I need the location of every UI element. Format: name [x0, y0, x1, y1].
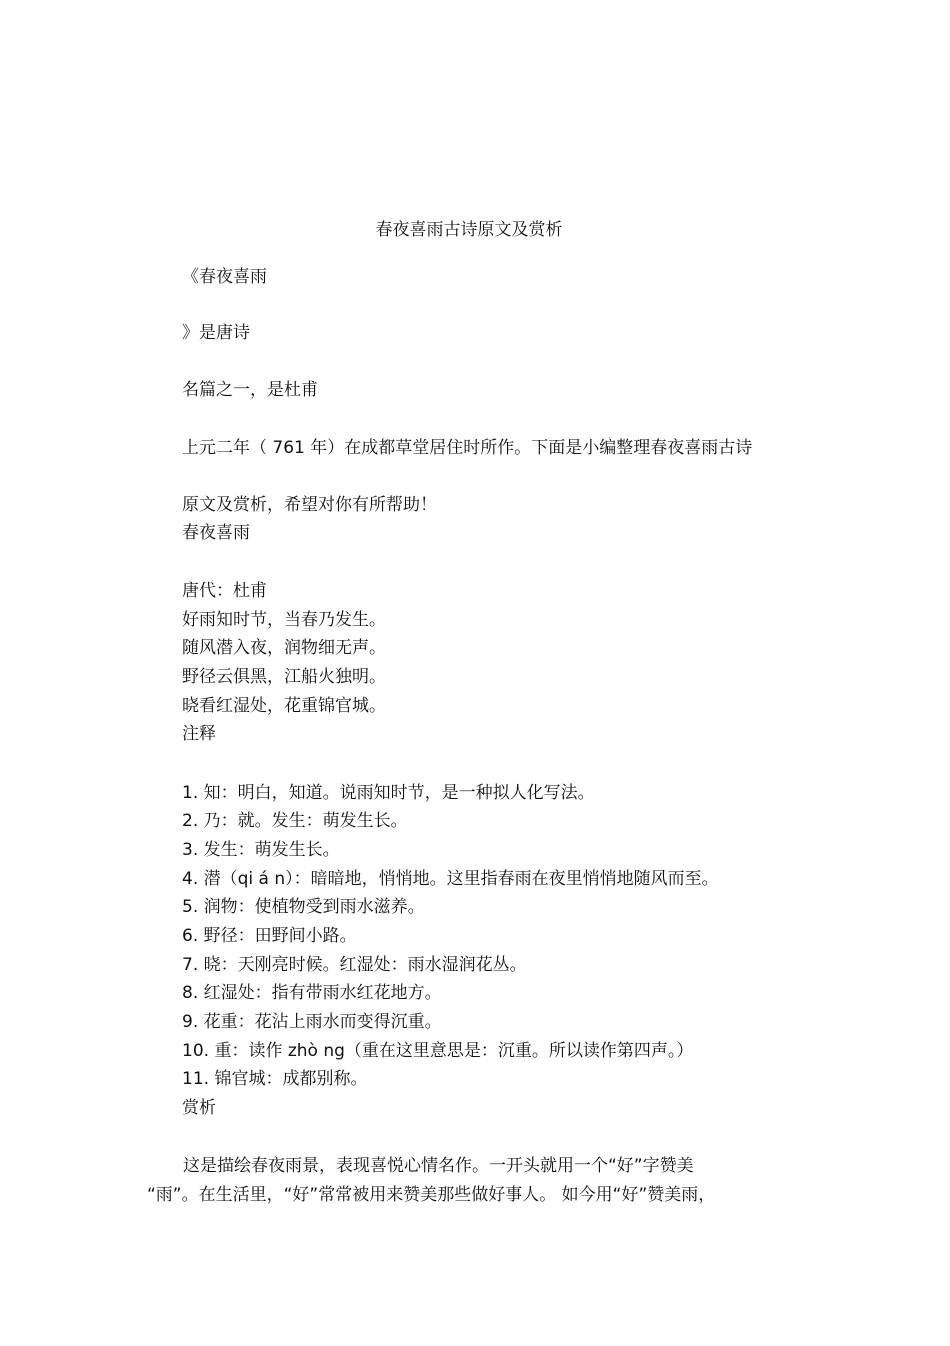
intro-line: 原文及赏析，希望对你有所帮助！: [182, 495, 437, 515]
intro-line: 》是唐诗: [182, 323, 250, 343]
note-item: 8. 红湿处：指有带雨水红花地方。: [182, 983, 442, 1003]
notes-heading: 注释: [182, 724, 216, 744]
note-item: 3. 发生：萌发生长。: [182, 840, 340, 860]
poem-author: 唐代：杜甫: [182, 581, 267, 601]
intro-line: 《春夜喜雨: [182, 267, 267, 287]
analysis-heading: 赏析: [182, 1098, 216, 1118]
poem-line: 晓看红湿处，花重锦官城。: [182, 696, 386, 716]
note-item: 5. 润物：使植物受到雨水滋养。: [182, 897, 425, 917]
note-item: 2. 乃：就。发生：萌发生长。: [182, 811, 408, 831]
note-item: 4. 潜（qi á n）：暗暗地，悄悄地。这里指春雨在夜里悄悄地随风而至。: [182, 869, 719, 889]
poem-line: 随风潜入夜，润物细无声。: [182, 638, 386, 658]
note-item: 7. 晓：天刚亮时候。红湿处：雨水湿润花丛。: [182, 955, 527, 975]
analysis-line: “雨”。在生活里，“好”常常被用来赞美那些做好事人。 如今用“好”赞美雨，: [147, 1185, 716, 1205]
note-item: 9. 花重：花沾上雨水而变得沉重。: [182, 1012, 442, 1032]
intro-line: 上元二年（ 761 年）在成都草堂居住时所作。下面是小编整理春夜喜雨古诗: [182, 438, 753, 458]
analysis-line: 这是描绘春夜雨景，表现喜悦心情名作。一开头就用一个“好”字赞美: [183, 1156, 694, 1176]
note-item: 6. 野径：田野间小路。: [182, 926, 357, 946]
intro-line: 名篇之一，是杜甫: [182, 380, 318, 400]
note-item: 11. 锦官城：成都别称。: [182, 1069, 368, 1089]
poem-line: 野径云俱黑，江船火独明。: [182, 667, 386, 687]
poem-title: 春夜喜雨: [182, 523, 250, 543]
document-title: 春夜喜雨古诗原文及赏析: [375, 220, 563, 240]
note-item: 1. 知：明白，知道。说雨知时节，是一种拟人化写法。: [182, 783, 595, 803]
note-item: 10. 重：读作 zhò ng（重在这里意思是：沉重。所以读作第四声。）: [182, 1041, 694, 1061]
poem-line: 好雨知时节，当春乃发生。: [182, 610, 386, 630]
